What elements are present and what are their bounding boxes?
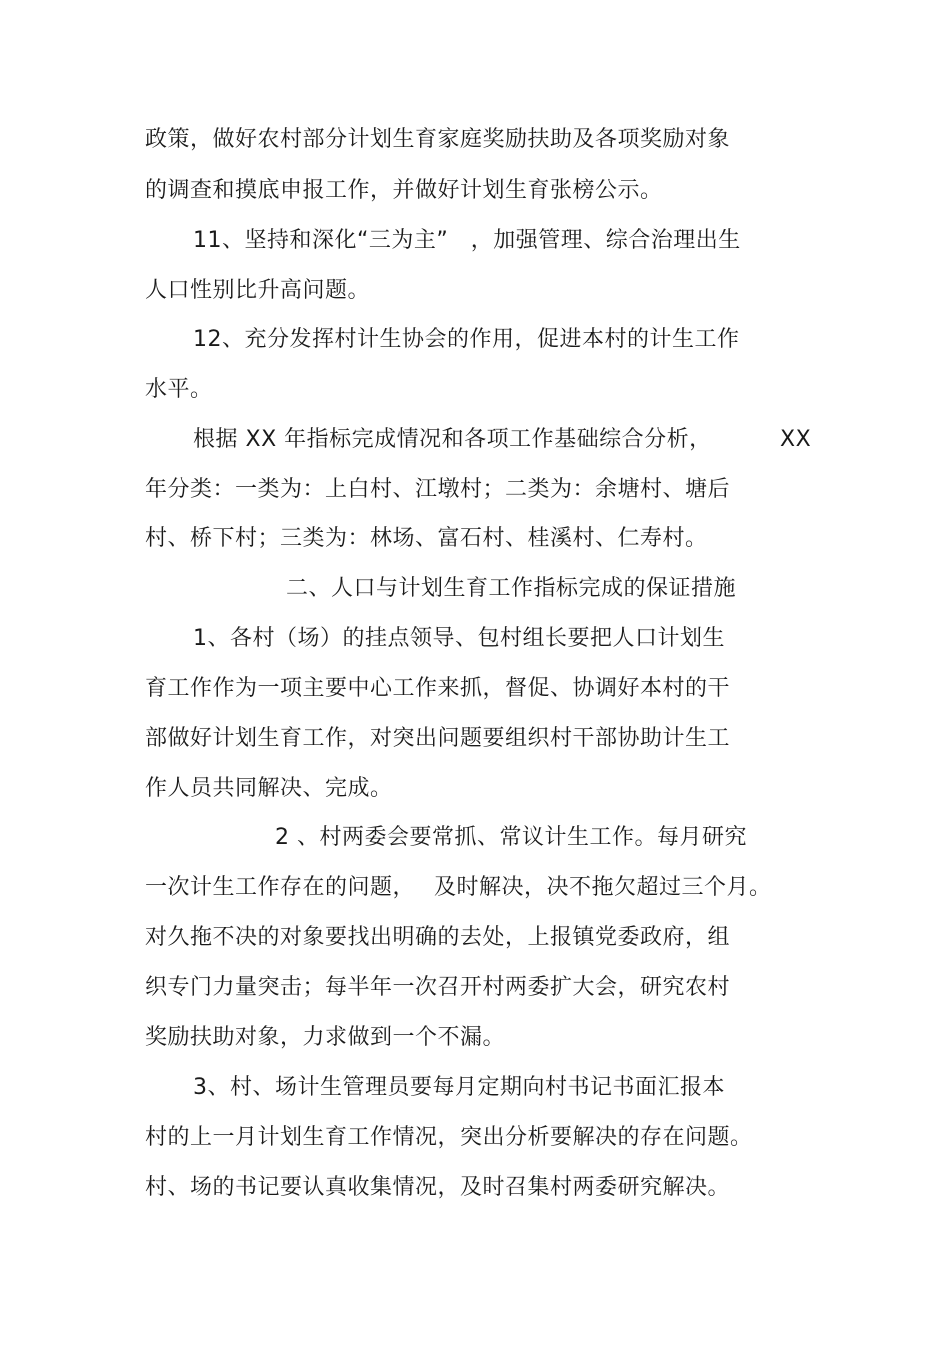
text-line: XX [780,427,812,452]
section-heading: 二、人口与计划生育工作指标完成的保证措施 [286,576,737,601]
text-line: 奖励扶助对象，力求做到一个不漏。 [145,1025,506,1050]
text-line: 村、桥下村；三类为：林场、富石村、桂溪村、仁寿村。 [145,526,708,551]
text-line: 村的上一月计划生育工作情况，突出分析要解决的存在问题。 [145,1125,753,1150]
text-line: 部做好计划生育工作，对突出问题要组织村干部协助计生工 [145,726,731,751]
text-line: 12、充分发挥村计生协会的作用，促进本村的计生工作 [193,327,740,352]
text-line: 织专门力量突击；每半年一次召开村两委扩大会，研究农村 [145,975,731,1000]
text-line: 的调查和摸底申报工作，并做好计划生育张榜公示。 [145,178,663,203]
text-line: 村、场的书记要认真收集情况，及时召集村两委研究解决。 [145,1175,731,1200]
text-line: 政策，做好农村部分计划生育家庭奖励扶助及各项奖励对象 [145,127,731,152]
text-line: 育工作作为一项主要中心工作来抓，督促、协调好本村的干 [145,676,731,701]
text-line: 对久拖不决的对象要找出明确的去处，上报镇党委政府，组 [145,925,731,950]
text-line: 作人员共同解决、完成。 [145,776,393,801]
text-line: 根据 XX 年指标完成情况和各项工作基础综合分析， [193,427,712,452]
text-line: 人口性别比升高问题。 [145,278,371,303]
text-line: 2 、村两委会要常抓、常议计生工作。每月研究 [275,825,747,850]
text-line: 年分类：一类为：上白村、江墩村；二类为：余塘村、塘后 [145,477,731,502]
text-line: 1、各村（场）的挂点领导、包村组长要把人口计划生 [193,626,725,651]
text-line: 11、坚持和深化“三为主” ，加强管理、综合治理出生 [193,228,741,253]
text-line: 3、村、场计生管理员要每月定期向村书记书面汇报本 [193,1075,725,1100]
text-line: 水平。 [145,377,213,402]
text-line: 一次计生工作存在的问题， 及时解决，决不拖欠超过三个月。 [145,875,772,900]
